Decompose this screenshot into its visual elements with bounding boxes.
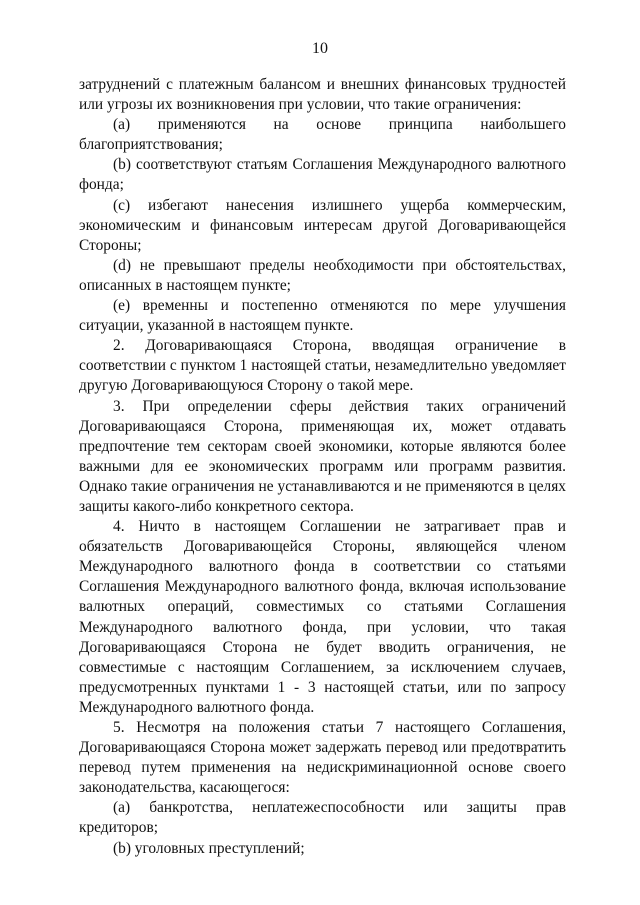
paragraph: (a) банкротства, неплатежеспособности или защиты прав кредиторов; <box>79 799 566 837</box>
paragraph: 5. Несмотря на положения статьи 7 настоящего Соглашения, Договаривающаяся Сторона может задержать перевод или предотвратить перевод путем применения на недискриминационной основе своего законодательства, касающегося: <box>79 719 566 797</box>
document-body <box>79 75 566 859</box>
paragraph: затруднений с платежным балансом и внешних финансовых трудностей или угрозы их возникновения при условии, что такие ограничения: <box>79 76 566 114</box>
paragraph: 2. Договаривающаяся Сторона, вводящая ограничение в соответствии с пунктом 1 настоящей статьи, незамедлительно уведомляет другую Договаривающуюся Сторону о такой мере. <box>79 337 566 395</box>
paragraph: (d) не превышают пределы необходимости при обстоятельствах, описанных в настоящем пункте; <box>79 256 566 294</box>
paragraph: (b) соответствуют статьям Соглашения Международного валютного фонда; <box>79 156 566 194</box>
paragraph: (c) избегают нанесения излишнего ущерба коммерческим, экономическим и финансовым интересам другой Договаривающейся Стороны; <box>79 196 566 254</box>
paragraph: (b) уголовных преступлений; <box>113 839 305 857</box>
paragraph: 3. При определении сферы действия таких ограничений Договаривающаяся Сторона, применяющая их, может отдавать предпочтение тем секторам своей экономики, которые являются более важными для ее экономических программ или программ развития. Однако такие ограничения не устанавливаются и не применяются в целях защиты какого-либо конкретного сектора. <box>79 397 566 515</box>
paragraph: (e) временны и постепенно отменяются по мере улучшения ситуации, указанной в настоящем пункте. <box>79 297 566 335</box>
page-number: 10 <box>312 40 328 57</box>
paragraph: (a) применяются на основе принципа наибольшего благоприятствования; <box>79 116 566 154</box>
paragraph: 4. Ничто в настоящем Соглашении не затрагивает прав и обязательств Договаривающейся Стороны, являющейся членом Международного валютного фонда в соответствии со статьями Соглашения Международного валютного фонда, включая использование валютных операций, совместимых со статьями Соглашения Международного валютного фонда, при условии, что такая Договаривающаяся Сторона не будет вводить ограничения, не совместимые с настоящим Соглашением, за исключением случаев, предусмотренных пунктами 1 - 3 настоящей статьи, или по запросу Международного валютного фонда. <box>79 518 566 716</box>
